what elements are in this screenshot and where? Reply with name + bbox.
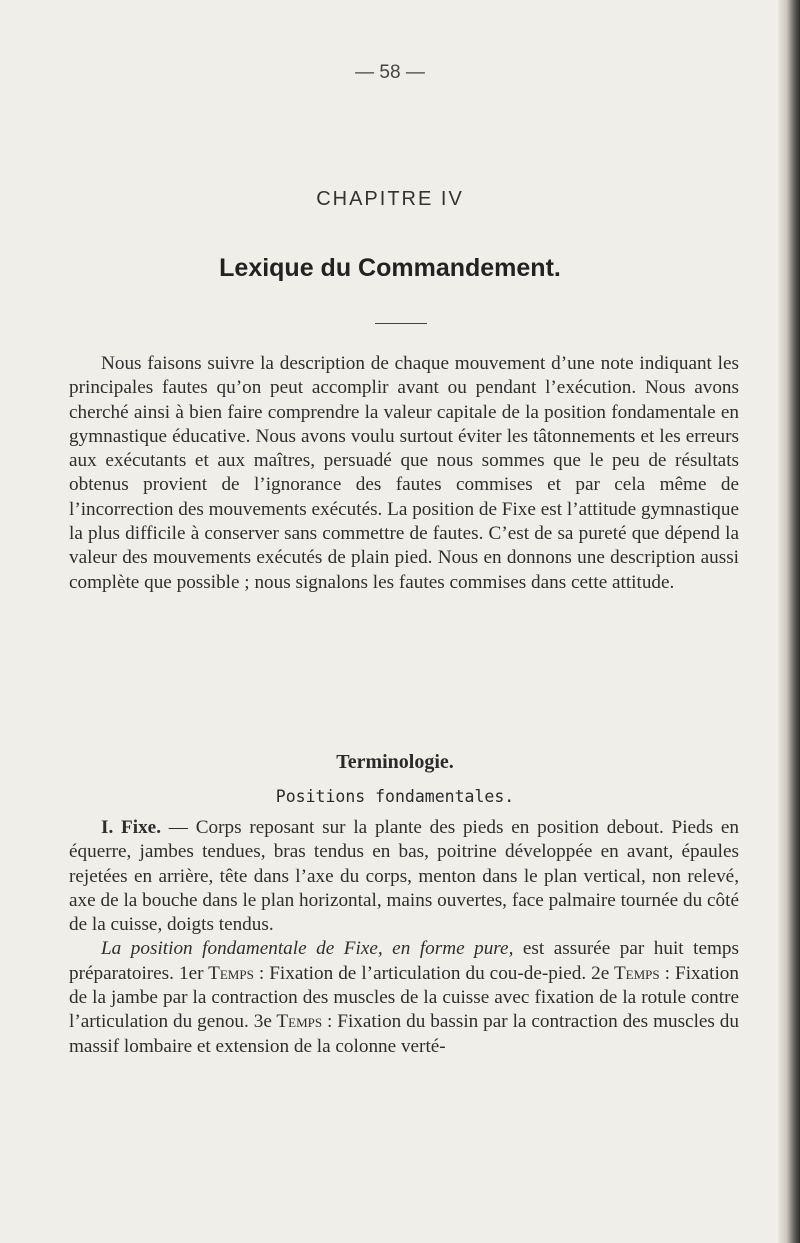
temps-2-text: : Fixation de la jambe par la contraction des muscles de la cuisse avec fixation de la rotule contre l’articulation du genou. <box>69 962 739 1033</box>
page-edge-shadow <box>778 0 800 1243</box>
temps-1-text: : Fixation de l’articulation du cou-de-pied. <box>253 962 592 984</box>
fixe-italic-lead: La position fondamentale de Fixe, en forme pure, <box>101 938 514 960</box>
temps-3-number: 3e <box>253 1011 272 1033</box>
temps-2-number: 2e <box>591 962 610 984</box>
page-number: — 58 — <box>355 62 425 83</box>
fixe-body: — Corps reposant sur la plante des pieds en position debout. Pieds en équerre, jambes tendues, bras tendus en bas, poitrine développée en avant, épaules rejetées en arrière, tête dans l’axe du corps, menton dans le plan vertical, non relevé, axe de la bouche dans le plan horizontal, mains ouvertes, face palmaire tournée du côté de la cuisse, doigts tendus. <box>69 817 739 936</box>
fixe-p2-text: est assurée par huit temps préparatoires. <box>69 938 739 984</box>
chapter-heading: CHAPITRE IV <box>316 188 464 210</box>
temps-1-label: Temps <box>203 962 254 984</box>
intro-block <box>69 352 739 595</box>
intro-paragraph: Nous faisons suivre la description de chaque mouvement d’une note indiquant les principales fautes qu’on peut accomplir avant ou pendant l’exécution. Nous avons cherché ainsi à bien faire comprendre la valeur capitale de la position fondamentale en gymnastique éducative. Nous avons voulu surtout éviter les tâtonnements et les erreurs aux exécutants et aux maîtres, persuadé que nous sommes que le peu de résultats obtenus provient de l’ignorance des fautes commises et par cela même de l’incorrection des mouvements exécutés. La position de Fixe est l’attitude gymnastique la plus difficile à conserver sans commettre de fautes. C’est de sa pureté que dépend la valeur des mouvements exécutés de plain pied. Nous en donnons une description aussi complète que possible ; nous signalons les fautes commises dans cette attitude. <box>69 353 739 593</box>
page-title: Lexique du Commandement. <box>219 254 561 282</box>
temps-2-label: Temps <box>609 962 660 984</box>
temps-1-number: 1er <box>178 962 204 984</box>
temps-3-label: Temps <box>271 1011 323 1033</box>
temps-3-text: : Fixation du bassin par la contraction des muscles du massif lombaire et extension de la colonne verté- <box>69 1011 739 1057</box>
fixe-block <box>69 816 739 1059</box>
fixe-lead: I. Fixe. <box>101 817 161 838</box>
fixe-paragraph-2 <box>69 937 739 1058</box>
section-heading: Terminologie. <box>336 751 454 773</box>
title-rule <box>375 323 427 324</box>
section-subheading: Positions fondamentales. <box>275 787 515 806</box>
fixe-paragraph <box>69 816 739 937</box>
